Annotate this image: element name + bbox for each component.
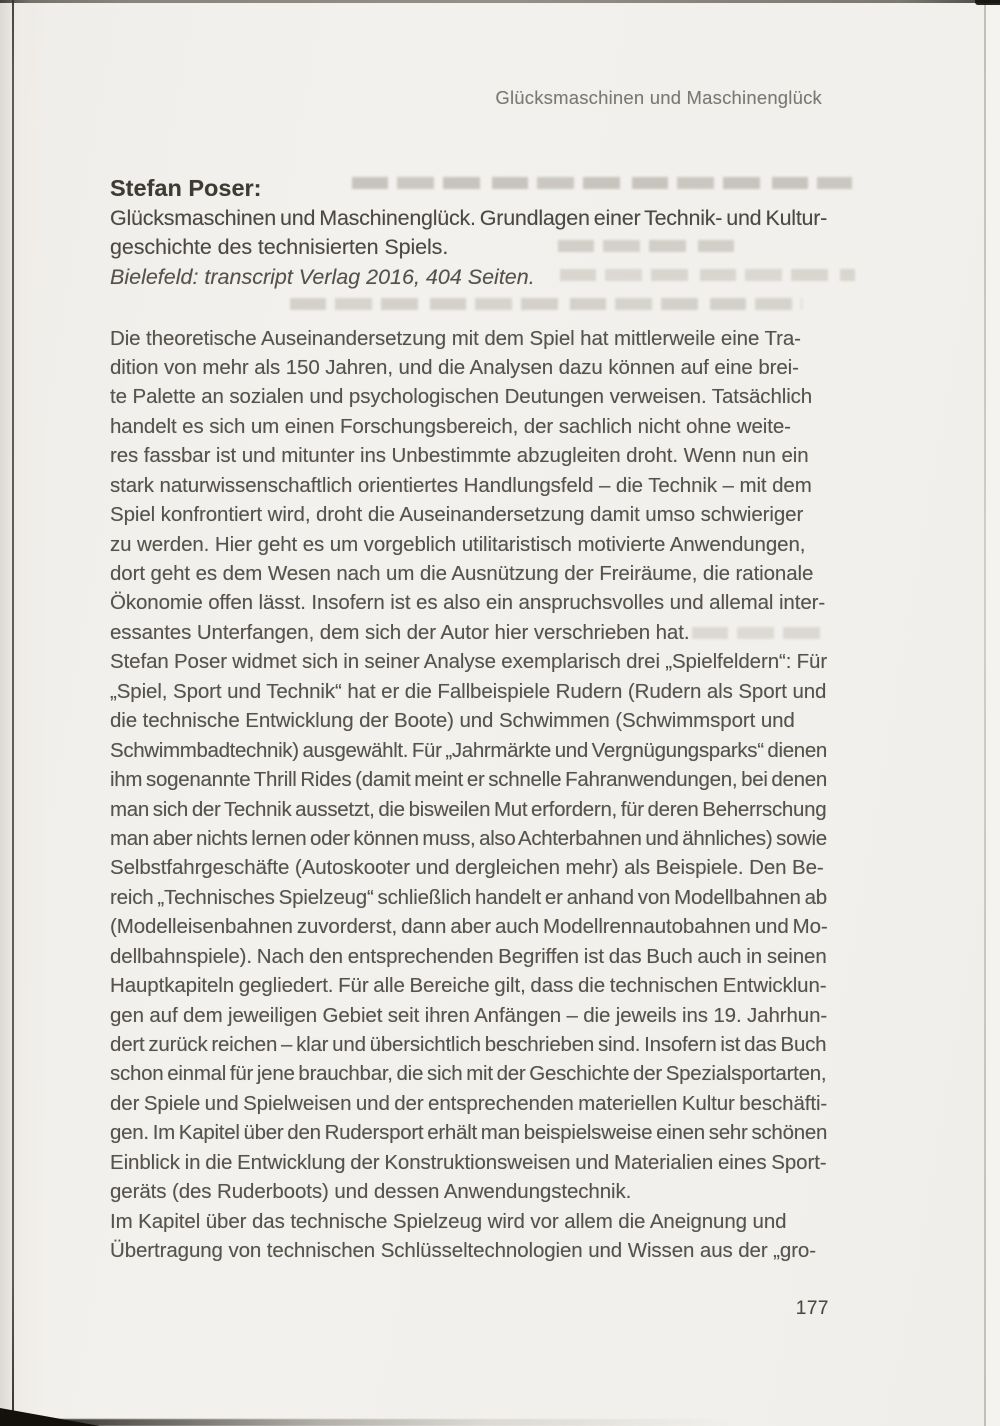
body-line: man sich der Technik aussetzt, die bisweilen Mut erfordern, für deren Beherrschung (110, 797, 827, 821)
review-body (110, 324, 827, 1266)
body-line: essantes Unterfangen, dem sich der Autor hier verschrieben hat. (110, 620, 690, 644)
body-line: te Palette an sozialen und psychologischen Deutungen verweisen. Tatsächlich (110, 385, 813, 409)
body-line: gen. Im Kapitel über den Rudersport erhält man beispielsweise einen sehr schönen (110, 1121, 828, 1145)
body-line: dort geht es dem Wesen nach um die Ausnützung der Freiräume, die rationale (110, 562, 814, 585)
scan-corner-wedge (0, 1408, 100, 1426)
body-line: die technische Entwicklung der Boote) und Schwimmen (Schwimmsport und (110, 709, 795, 733)
title-line: geschichte des technisierten Spiels. (110, 235, 449, 260)
body-line: Übertragung von technischen Schlüsseltechnologien und Wissen aus der „gro- (110, 1239, 816, 1263)
body-line: stark naturwissenschaftlich orientiertes Handlungsfeld – die Technik – mit dem (110, 473, 812, 497)
body-line: Schwimmbadtechnik) ausgewählt. Für „Jahrmärkte und Vergnügungsparks“ dienen (110, 738, 827, 762)
title-line: Glücksmaschinen und Maschinenglück. Grundlagen einer Technik- und Kultur- (110, 206, 828, 230)
body-line: res fassbar ist und mitunter ins Unbestimmte abzugleiten droht. Wenn nun ein (110, 444, 809, 468)
body-line: geräts (des Ruderboots) und dessen Anwendungstechnik. (110, 1180, 632, 1204)
body-line: (Modelleisenbahnen zuvorderst, dann aber auch Modellrennautobahnen und Mo- (110, 915, 828, 939)
body-line: zu werden. Hier geht es um vorgeblich utilitaristisch motivierte Anwendungen, (110, 532, 806, 556)
body-line: Ökonomie offen lässt. Insofern ist es also ein anspruchsvolles und allemal inter- (110, 591, 826, 615)
body-line: Einblick in die Entwicklung der Konstruktionsweisen und Materialien eines Sport- (110, 1150, 827, 1174)
body-line: Hauptkapiteln gegliedert. Für alle Bereiche gilt, dass die technischen Entwicklun- (110, 974, 827, 998)
body-line: der Spiele und Spielweisen und der entsprechenden materiellen Kultur beschäfti- (110, 1091, 828, 1115)
body-line: Selbstfahrgeschäfte (Autoskooter und dergleichen mehr) als Beispiele. Den Be- (110, 856, 824, 880)
body-line: gen auf dem jeweiligen Gebiet seit ihren Anfängen – die jeweils ins 19. Jahrhun- (110, 1003, 828, 1027)
review-author-heading: Stefan Poser: (110, 175, 262, 201)
body-line: schon einmal für jene brauchbar, die sich mit der Geschichte der Spezialsportarten, (110, 1062, 827, 1086)
body-line: Spiel konfrontiert wird, droht die Auseinandersetzung damit umso schwieriger (110, 503, 804, 527)
scan-corner-mark (975, 0, 1000, 5)
next-page-edge (986, 0, 1000, 1426)
body-line: Stefan Poser widmet sich in seiner Analyse exemplarisch drei „Spielfeldern“: Für (110, 650, 828, 674)
page-edge-line (984, 0, 986, 1426)
review-title-lines (110, 204, 827, 263)
body-line: Die theoretische Auseinandersetzung mit dem Spiel hat mittlerweile eine Tra- (110, 326, 801, 350)
scan-top-edge (0, 0, 1000, 3)
page-spine-line (12, 0, 14, 1414)
review-title-block (110, 204, 827, 292)
body-line: „Spiel, Sport und Technik“ hat er die Fallbeispiele Rudern (Rudern als Sport und (110, 679, 827, 703)
body-line: handelt es sich um einen Forschungsbereich, der sachlich nicht ohne weite- (110, 414, 791, 438)
body-line: dellbahnspiele). Nach den entsprechenden Begriffen ist das Buch auch in seinen (110, 944, 827, 968)
body-line: reich „Technisches Spielzeug“ schließlich handelt er anhand von Modellbahnen ab (110, 885, 828, 909)
review-imprint: Bielefeld: transcript Verlag 2016, 404 Seiten. (110, 264, 535, 289)
body-line: ihm sogenannte Thrill Rides (damit meint er schnelle Fahranwendungen, bei denen (110, 768, 828, 792)
body-line: Im Kapitel über das technische Spielzeug wird vor allem die Aneignung und (110, 1209, 787, 1233)
body-line: man aber nichts lernen oder können muss, also Achterbahnen und ähnliches) sowie (110, 826, 827, 850)
bleed-through-text (290, 298, 802, 310)
running-header: Glücksmaschinen und Maschinenglück (495, 87, 822, 108)
scan-bottom-shadow (0, 1419, 730, 1426)
page-number: 177 (795, 1298, 829, 1319)
page-gutter-shadow (0, 0, 48, 1426)
body-line: dition von mehr als 150 Jahren, und die Analysen dazu können auf eine brei- (110, 355, 799, 379)
body-line: dert zurück reichen – klar und übersichtlich beschrieben sind. Insofern ist das Buch (110, 1033, 827, 1056)
